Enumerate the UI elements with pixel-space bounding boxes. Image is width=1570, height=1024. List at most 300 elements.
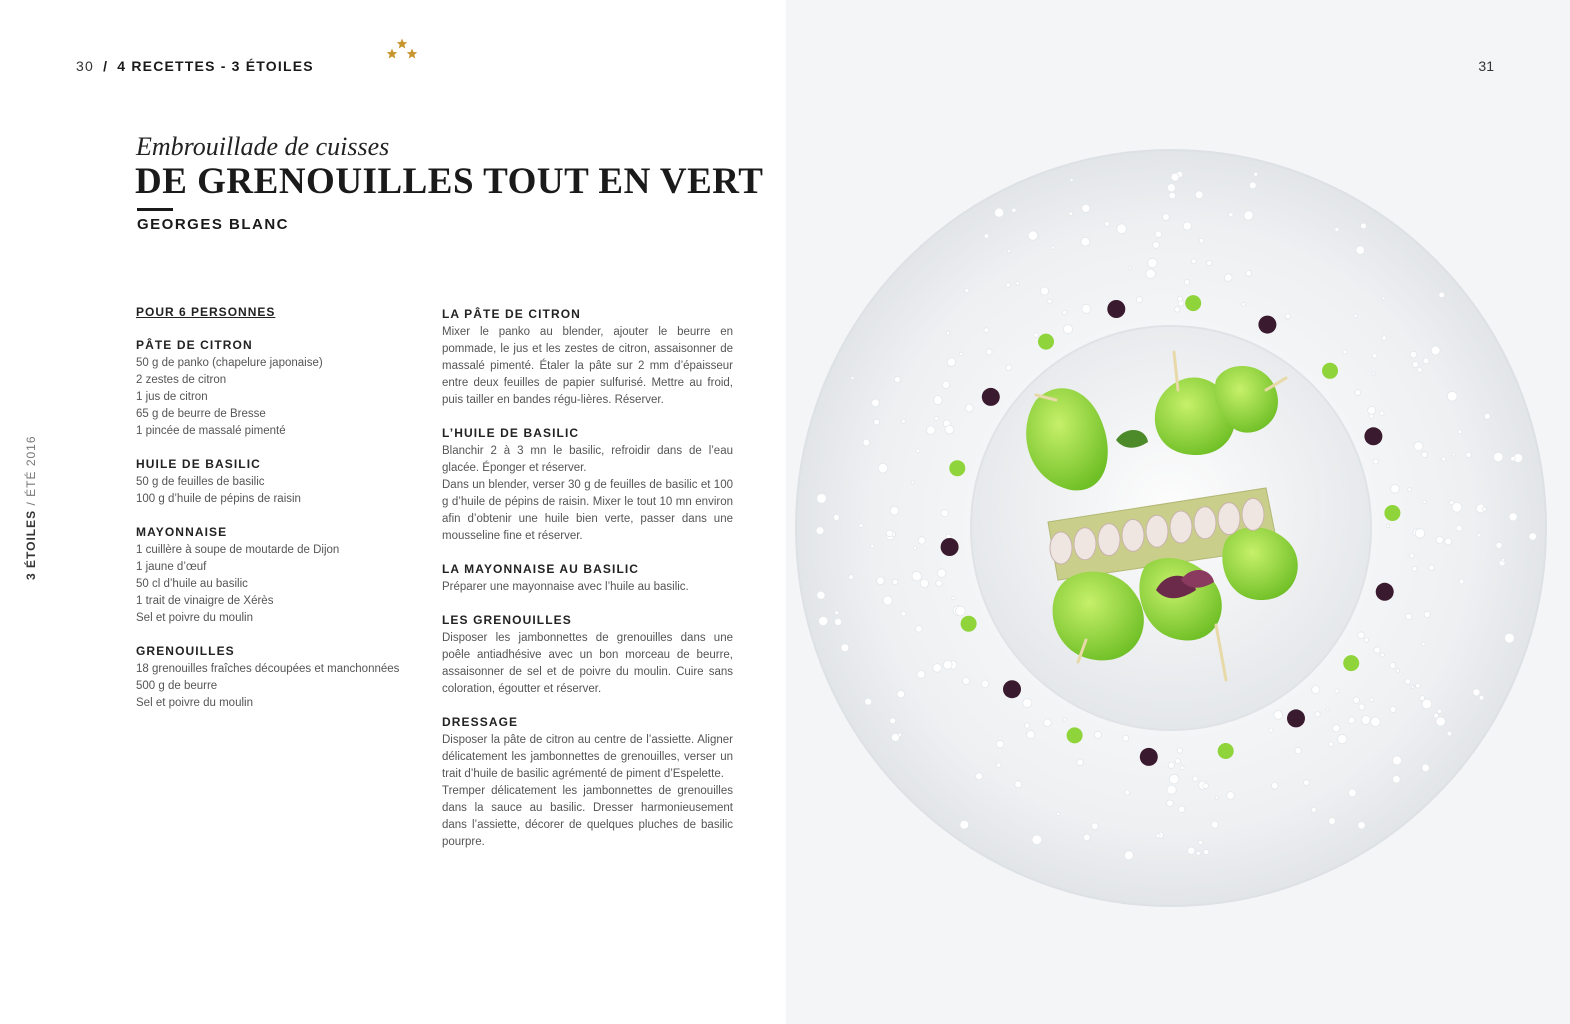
rim-bubble <box>1452 453 1455 456</box>
rim-bubble <box>946 332 949 335</box>
rim-bubble <box>1175 759 1180 764</box>
dark-sauce-dot <box>982 388 1000 406</box>
rim-bubble <box>1169 192 1176 199</box>
rim-bubble <box>1303 780 1309 786</box>
header-separator: / <box>103 58 109 74</box>
rim-bubble <box>965 288 969 292</box>
ingredient-item: 1 jus de citron <box>136 391 208 403</box>
rim-bubble <box>1006 365 1012 371</box>
rim-bubble <box>1405 613 1411 619</box>
rim-bubble <box>1028 231 1037 240</box>
rim-bubble <box>901 419 905 423</box>
rim-bubble <box>886 530 893 537</box>
rim-bubble <box>1415 529 1425 539</box>
rim-bubble <box>1456 525 1462 531</box>
rim-bubble <box>1193 776 1199 782</box>
step-text: Préparer une mayonnaise avec l’huile au basilic. <box>442 581 689 593</box>
rim-bubble <box>1199 840 1203 844</box>
step-title: DRESSAGE <box>442 715 519 729</box>
basil-oil-dot <box>1038 334 1054 350</box>
rim-bubble <box>1502 558 1505 561</box>
step-text: Dans un blender, verser 30 g de feuilles de basilic et 100 g d’huile de pépins de raisin. Mixer le tout 10 mn environ afin d’obtenir une huile bien verte, passer dans une mousseline fine et réserver. <box>442 479 733 542</box>
frog-leg-piece <box>1242 498 1264 530</box>
rim-bubble <box>1057 812 1060 815</box>
rim-bubble <box>1359 704 1365 710</box>
rim-bubble <box>1204 850 1209 855</box>
rim-bubble <box>927 426 936 435</box>
rim-bubble <box>1153 242 1160 249</box>
rim-bubble <box>1191 259 1196 264</box>
rim-bubble <box>976 773 983 780</box>
rim-bubble <box>817 591 825 599</box>
rim-bubble <box>1382 336 1387 341</box>
rim-bubble <box>1227 792 1235 800</box>
side-title-part1: 3 ÉTOILES <box>24 509 38 580</box>
rim-bubble <box>996 740 1004 748</box>
rim-bubble <box>1390 662 1396 668</box>
basil-oil-dot <box>1067 727 1083 743</box>
dark-sauce-dot <box>1140 748 1158 766</box>
rim-bubble <box>1372 353 1377 358</box>
ingredient-group <box>136 524 406 627</box>
rim-bubble <box>1459 579 1464 584</box>
rim-bubble <box>897 690 905 698</box>
rim-bubble <box>1416 683 1421 688</box>
right-page <box>786 0 1570 1024</box>
rim-bubble <box>1373 459 1378 464</box>
rim-bubble <box>1405 679 1411 685</box>
rim-bubble <box>943 660 952 669</box>
rim-bubble <box>952 596 955 599</box>
rim-bubble <box>1117 224 1127 234</box>
rim-bubble <box>1062 310 1066 314</box>
rim-bubble <box>1356 246 1365 255</box>
rim-bubble <box>1424 611 1430 617</box>
step-text: Blanchir 2 à 3 mn le basilic, refroidir dans de l’eau glacée. Éponger et réserver. <box>442 445 733 474</box>
rim-bubble <box>981 680 989 688</box>
rim-bubble <box>1244 211 1253 220</box>
rim-bubble <box>1063 325 1072 334</box>
dark-sauce-dot <box>1287 709 1305 727</box>
rim-bubble <box>1312 686 1320 694</box>
frog-leg-piece <box>1074 528 1096 560</box>
rim-bubble <box>984 328 989 333</box>
recipe-step <box>442 425 733 545</box>
rim-bubble <box>1408 488 1412 492</box>
rim-bubble <box>965 404 973 412</box>
rim-bubble <box>1082 304 1091 313</box>
rim-bubble <box>890 718 896 724</box>
rim-bubble <box>1069 212 1073 216</box>
ingredient-item: 1 trait de vinaigre de Xérès <box>136 595 274 607</box>
rim-bubble <box>1155 231 1162 238</box>
rim-bubble <box>1040 287 1048 295</box>
basil-oil-dot <box>1384 505 1400 521</box>
basil-oil-dot <box>961 616 977 632</box>
ingredient-group-title: MAYONNAISE <box>136 525 228 539</box>
rim-bubble <box>1199 238 1204 243</box>
basil-oil-dot <box>1218 743 1234 759</box>
rim-bubble <box>1215 796 1218 799</box>
ingredient-item: 65 g de beurre de Bresse <box>136 408 266 420</box>
rim-bubble <box>1361 223 1367 229</box>
rim-bubble <box>865 698 872 705</box>
rim-bubble <box>1436 536 1443 543</box>
rim-bubble <box>1326 708 1329 711</box>
rim-bubble <box>835 618 842 625</box>
rim-bubble <box>1437 709 1441 713</box>
rim-bubble <box>960 820 969 829</box>
rim-bubble <box>1380 653 1384 657</box>
rim-bubble <box>1393 756 1402 765</box>
rim-bubble <box>890 507 899 516</box>
rim-bubble <box>1148 258 1158 268</box>
rim-bubble <box>1529 533 1536 540</box>
rim-bubble <box>1329 742 1334 747</box>
rim-bubble <box>942 381 949 388</box>
rim-bubble <box>917 670 925 678</box>
rim-bubble <box>1349 789 1357 797</box>
rim-bubble <box>995 208 1004 217</box>
rim-bubble <box>1382 297 1385 300</box>
step-text: Mixer le panko au blender, ajouter le beurre en pommade, le jus et les zestes de citron, assaisonner de massalé pimenté. Étaler la pâte sur 2 mm d’épaisseur entre deux feuilles de papier sulfurisé. Mettre au froid, puis tailler en bandes régu-lières. Réserver. <box>442 326 733 406</box>
rim-bubble <box>1380 411 1384 415</box>
rim-bubble <box>1012 208 1016 212</box>
ingredient-item: 50 g de panko (chapelure japonaise) <box>136 357 323 369</box>
rim-bubble <box>1070 179 1073 182</box>
rim-bubble <box>933 396 942 405</box>
rim-bubble <box>859 524 863 528</box>
rim-bubble <box>1051 246 1054 249</box>
rim-bubble <box>1274 711 1283 720</box>
rim-bubble <box>1447 391 1457 401</box>
rim-bubble <box>1422 764 1430 772</box>
rim-bubble <box>1370 698 1374 702</box>
rim-bubble <box>912 571 922 581</box>
rim-bubble <box>1479 696 1484 701</box>
rim-bubble <box>1146 269 1156 279</box>
frog-leg-piece <box>1098 524 1120 556</box>
rim-bubble <box>1412 361 1418 367</box>
ingredient-group-title: GRENOUILLES <box>136 644 235 658</box>
rim-bubble <box>1364 638 1368 642</box>
side-title-part2: ÉTÉ 2016 <box>24 435 38 497</box>
rim-bubble <box>1195 191 1203 199</box>
rim-bubble <box>1211 821 1218 828</box>
rim-bubble <box>1178 806 1185 813</box>
step-title: LA MAYONNAISE AU BASILIC <box>442 562 640 576</box>
frog-legs-plate-photo <box>786 0 1570 1024</box>
rim-bubble <box>1338 734 1347 743</box>
rim-bubble <box>872 399 880 407</box>
step-title: LA PÂTE DE CITRON <box>442 307 581 321</box>
three-stars-icon <box>386 38 418 62</box>
rim-bubble <box>937 569 946 578</box>
rim-bubble <box>1024 723 1029 728</box>
rim-bubble <box>1207 260 1212 265</box>
rim-bubble <box>911 481 914 484</box>
rim-bubble <box>874 419 880 425</box>
section-title: 4 RECETTES - 3 ÉTOILES <box>117 58 314 74</box>
rim-bubble <box>1125 790 1130 795</box>
rim-bubble <box>920 579 928 587</box>
rim-bubble <box>1374 647 1380 653</box>
rim-bubble <box>851 376 854 379</box>
rim-bubble <box>1458 430 1462 434</box>
rim-bubble <box>1285 314 1290 319</box>
ingredient-group <box>136 643 406 712</box>
rim-bubble <box>986 349 992 355</box>
ingredient-item: 1 cuillère à soupe de moutarde de Dijon <box>136 544 340 556</box>
ingredient-item: 500 g de beurre <box>136 680 218 692</box>
rim-bubble <box>1477 533 1481 537</box>
rim-bubble <box>1393 775 1401 783</box>
recipe-step <box>442 612 733 698</box>
rim-bubble <box>1063 718 1066 721</box>
ingredient-item: 50 cl d’huile au basilic <box>136 578 248 590</box>
side-running-title <box>24 435 38 580</box>
rim-bubble <box>1105 221 1110 226</box>
ingredient-item: 1 pincée de massalé pimenté <box>136 425 286 437</box>
rim-bubble <box>1169 774 1179 784</box>
rim-bubble <box>1361 716 1370 725</box>
rim-bubble <box>883 596 892 605</box>
rim-bubble <box>1091 823 1098 830</box>
rim-bubble <box>1167 800 1174 807</box>
rim-bubble <box>996 763 1001 768</box>
rim-bubble <box>816 527 824 535</box>
rim-bubble <box>1094 731 1101 738</box>
dark-sauce-dot <box>1258 316 1276 334</box>
rim-bubble <box>1015 781 1022 788</box>
rim-bubble <box>892 579 898 585</box>
ingredient-item: 18 grenouilles fraîches découpées et manchonnées <box>136 663 400 675</box>
rim-bubble <box>819 616 828 625</box>
dark-sauce-dot <box>1364 427 1382 445</box>
rim-bubble <box>1391 484 1400 493</box>
rim-bubble <box>1387 525 1390 528</box>
rim-bubble <box>1466 452 1471 457</box>
rim-bubble <box>1136 297 1142 303</box>
rim-bubble <box>1167 184 1175 192</box>
rim-bubble <box>849 575 854 580</box>
rim-bubble <box>1229 213 1233 217</box>
rim-bubble <box>1311 808 1316 813</box>
rim-bubble <box>1225 274 1233 282</box>
rim-bubble <box>1436 717 1445 726</box>
rim-bubble <box>1353 697 1359 703</box>
rim-bubble <box>1246 271 1252 277</box>
rim-bubble <box>1171 173 1179 181</box>
step-title: LES GRENOUILLES <box>442 613 572 627</box>
frog-leg-piece <box>1146 515 1168 547</box>
basil-oil-dot <box>1343 655 1359 671</box>
rim-bubble <box>1168 762 1174 768</box>
rim-bubble <box>817 494 827 504</box>
rim-bubble <box>947 358 955 366</box>
rim-bubble <box>1249 182 1256 189</box>
rim-bubble <box>1421 452 1427 458</box>
rim-bubble <box>1431 346 1440 355</box>
page-number-left: 30 <box>76 58 94 74</box>
rim-bubble <box>1048 299 1052 303</box>
rim-bubble <box>1175 307 1180 312</box>
step-text: Tremper délicatement les jambonnettes de grenouilles dans la sauce au basilic. Dresser harmonieusement dans l’assiette, décorer de quelques pluches de basilic pourpre. <box>442 785 733 848</box>
frog-leg-piece <box>1218 503 1240 535</box>
rim-bubble <box>1196 851 1200 855</box>
rim-bubble <box>1177 748 1182 753</box>
rim-bubble <box>1184 280 1189 285</box>
rim-bubble <box>1203 783 1209 789</box>
ingredient-item: 100 g d’huile de pépins de raisin <box>136 493 301 505</box>
rim-bubble <box>1082 204 1090 212</box>
rim-bubble <box>1348 717 1355 724</box>
chef-name: GEORGES BLANC <box>137 216 290 233</box>
rim-bubble <box>841 644 849 652</box>
ingredients-column <box>136 304 406 728</box>
rim-bubble <box>1124 851 1133 860</box>
rim-bubble <box>1371 717 1381 727</box>
ingredient-item: Sel et poivre du moulin <box>136 697 253 709</box>
rim-bubble <box>1027 731 1035 739</box>
ingredient-item: 1 jaune d’œuf <box>136 561 207 573</box>
rim-bubble <box>1242 302 1246 306</box>
rim-bubble <box>1496 542 1502 548</box>
rim-bubble <box>1447 731 1452 736</box>
ingredient-group <box>136 337 406 440</box>
ingredient-item: Sel et poivre du moulin <box>136 612 253 624</box>
dark-sauce-dot <box>1376 583 1394 601</box>
rim-bubble <box>1329 818 1336 825</box>
star-icon <box>387 49 397 59</box>
rim-bubble <box>1422 642 1426 646</box>
rim-bubble <box>963 677 970 684</box>
rim-bubble <box>941 510 948 517</box>
frog-leg-piece <box>1194 507 1216 539</box>
rim-bubble <box>1511 456 1516 461</box>
rim-bubble <box>871 544 875 548</box>
ingredient-item: 2 zestes de citron <box>136 374 227 386</box>
page-number-right: 31 <box>1478 58 1494 74</box>
rim-bubble <box>1411 685 1414 688</box>
rim-bubble <box>913 546 916 549</box>
rim-bubble <box>1188 847 1195 854</box>
dark-sauce-dot <box>1003 680 1021 698</box>
rim-bubble <box>1156 834 1160 838</box>
rim-bubble <box>1414 442 1423 451</box>
frog-leg-piece <box>1050 532 1072 564</box>
rim-bubble <box>1412 566 1417 571</box>
rim-bubble <box>933 664 942 673</box>
rim-bubble <box>935 417 939 421</box>
rim-bubble <box>1509 513 1517 521</box>
rim-bubble <box>1180 766 1184 770</box>
rim-bubble <box>891 733 899 741</box>
rim-bubble <box>1429 565 1435 571</box>
rim-bubble <box>1410 351 1417 358</box>
rim-bubble <box>1008 250 1011 253</box>
rim-bubble <box>1452 502 1462 512</box>
step-title: L’HUILE DE BASILIC <box>442 426 580 440</box>
rim-bubble <box>1396 669 1400 673</box>
ingredient-group-title: HUILE DE BASILIC <box>136 457 261 471</box>
rim-bubble <box>1423 358 1429 364</box>
rim-bubble <box>916 449 920 453</box>
rim-bubble <box>1505 633 1515 643</box>
frog-leg-piece <box>1170 511 1192 543</box>
ingredient-groups <box>136 337 406 712</box>
rim-bubble <box>1295 747 1301 753</box>
rim-bubble <box>877 577 885 585</box>
rim-bubble <box>833 514 839 520</box>
rim-bubble <box>984 234 989 239</box>
rim-bubble <box>1355 390 1361 396</box>
title-divider <box>137 208 173 211</box>
rim-bubble <box>1482 507 1486 511</box>
rim-bubble <box>1409 553 1414 558</box>
basil-oil-dot <box>1185 295 1201 311</box>
rim-bubble <box>1016 282 1020 286</box>
basil-oil-dot <box>1322 363 1338 379</box>
dark-sauce-dot <box>941 538 959 556</box>
rim-bubble <box>1335 228 1339 232</box>
rim-bubble <box>1006 283 1010 287</box>
rim-bubble <box>1177 296 1182 301</box>
rim-bubble <box>1473 689 1480 696</box>
rim-bubble <box>1417 368 1422 373</box>
page-header <box>76 58 314 74</box>
rim-bubble <box>1023 699 1032 708</box>
rim-bubble <box>1167 785 1176 794</box>
frog-leg-piece <box>1122 519 1144 551</box>
rim-bubble <box>1422 699 1432 709</box>
recipe-step <box>442 561 733 596</box>
recipe-subtitle: Embrouillade de cuisses <box>136 132 390 161</box>
rim-bubble <box>1032 835 1042 845</box>
rim-bubble <box>918 537 925 544</box>
step-text: Disposer les jambonnettes de grenouilles dans une poêle antiadhésive avec un bon morceau de beurre, assaisonner de sel et de poivre du moulin. Cuire sans coloration, égoutter et réserver. <box>442 632 733 695</box>
steps-column <box>442 306 733 867</box>
rim-bubble <box>1123 735 1129 741</box>
rim-bubble <box>1484 413 1490 419</box>
rim-bubble <box>1445 538 1452 545</box>
ingredient-group-title: PÂTE DE CITRON <box>136 338 253 352</box>
rim-bubble <box>1183 222 1191 230</box>
rim-bubble <box>915 625 922 632</box>
rim-bubble <box>1439 292 1445 298</box>
rim-bubble <box>1423 500 1426 503</box>
rim-bubble <box>1271 782 1278 789</box>
dark-sauce-dot <box>1107 300 1125 318</box>
rim-bubble <box>1442 457 1446 461</box>
rim-bubble <box>1354 314 1358 318</box>
rim-bubble <box>1044 719 1052 727</box>
rim-bubble <box>1335 689 1339 693</box>
rim-bubble <box>1493 452 1503 462</box>
rim-bubble <box>1077 759 1084 766</box>
rim-bubble <box>1343 350 1347 354</box>
rim-bubble <box>878 463 888 473</box>
rim-bubble <box>936 580 942 586</box>
rim-bubble <box>1034 333 1039 338</box>
rim-bubble <box>835 611 839 615</box>
rim-bubble <box>1083 834 1090 841</box>
rim-bubble <box>1254 172 1258 176</box>
ingredient-group <box>136 456 406 508</box>
star-icon <box>407 49 417 59</box>
rim-bubble <box>945 425 954 434</box>
rim-bubble <box>956 606 966 616</box>
